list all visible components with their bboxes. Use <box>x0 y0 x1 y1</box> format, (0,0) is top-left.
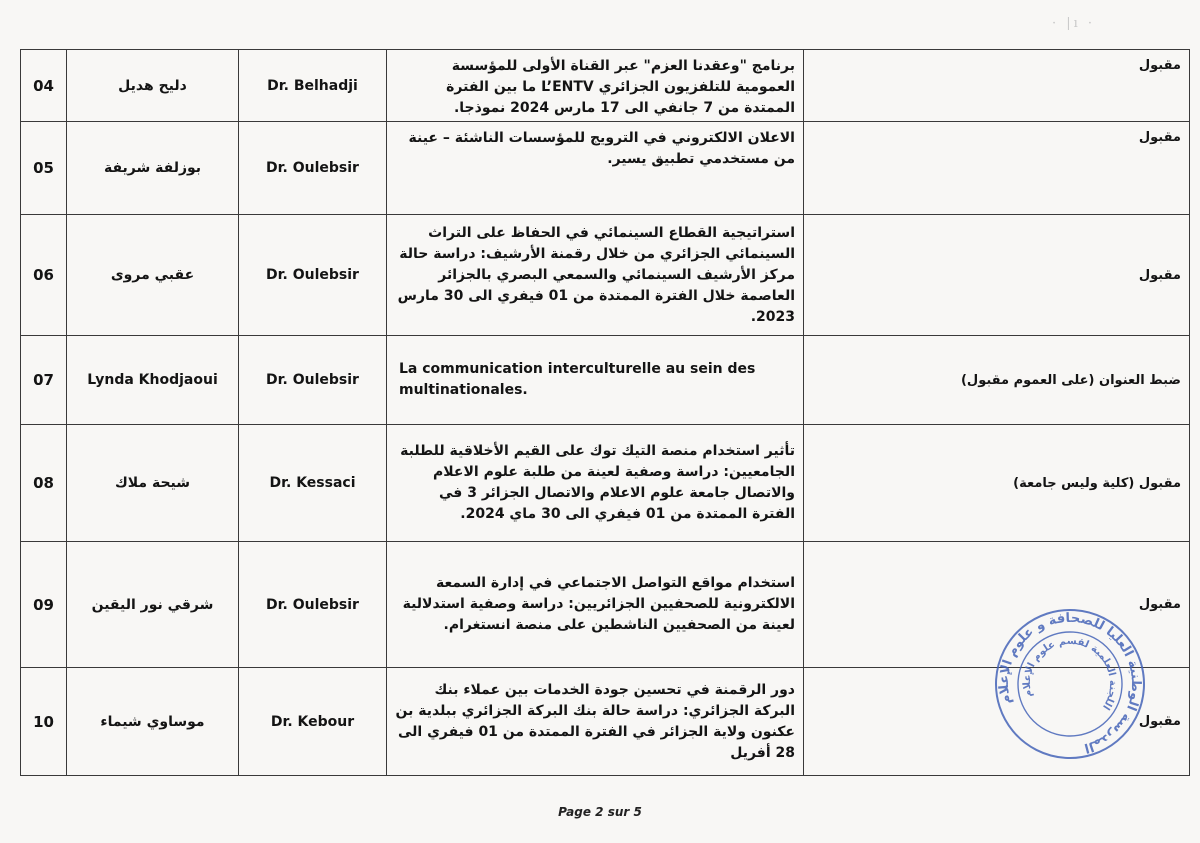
stamp-inner-text: اللجنة العلمية لقسم علوم الإعلام <box>1021 635 1119 712</box>
table-row <box>21 50 1190 122</box>
decision-status: مقبول <box>804 215 1190 336</box>
row-number: 08 <box>21 425 67 542</box>
thesis-title: استراتيجية القطاع السينمائي في الحفاظ على التراث السينمائي الجزائري من خلال رقمنة الأرشيف: دراسة حالة مركز الأرشيف السينمائي والسمعي البصري بالجزائر العاصمة خلال الفترة الممتدة من 01 فيفري الى 30 مارس 2023. <box>387 215 804 336</box>
student-name: بوزلفة شريفة <box>67 122 239 215</box>
table-row <box>21 122 1190 215</box>
thesis-title: La communication interculturelle au sein des multinationales. <box>387 336 804 425</box>
table-row <box>21 215 1190 336</box>
row-number: 10 <box>21 668 67 776</box>
thesis-title: استخدام مواقع التواصل الاجتماعي في إدارة السمعة الالكترونية للصحفيين الجزائريين: دراسة وصفية استدلالية لعينة من الصحفيين الناشطين على منصة انستغرام. <box>387 542 804 668</box>
row-number: 09 <box>21 542 67 668</box>
thesis-title: برنامج "وعقدنا العزم" عبر القناة الأولى للمؤسسة العمومية للتلفزيون الجزائري L’ENTV ما بين الفترة الممتدة من 7 جانفي الى 17 مارس 2024 نموذجا. <box>387 50 804 122</box>
table-row <box>21 425 1190 542</box>
supervisor-name: Dr. Oulebsir <box>239 336 387 425</box>
row-number: 06 <box>21 215 67 336</box>
row-number: 05 <box>21 122 67 215</box>
student-name: Lynda Khodjaoui <box>67 336 239 425</box>
student-name: موساوي شيماء <box>67 668 239 776</box>
page-footer: Page 2 sur 5 <box>558 805 642 819</box>
row-number: 04 <box>21 50 67 122</box>
supervisor-name: Dr. Kessaci <box>239 425 387 542</box>
corner-page-mark: · |ı · <box>1052 16 1096 31</box>
student-name: دليح هديل <box>67 50 239 122</box>
decision-status: مقبول <box>804 50 1190 122</box>
student-name: شرقي نور اليقين <box>67 542 239 668</box>
thesis-title: الاعلان الالكتروني في الترويج للمؤسسات الناشئة – عينة من مستخدمي تطبيق يسير. <box>387 122 804 215</box>
table-row <box>21 336 1190 425</box>
student-name: شيحة ملاك <box>67 425 239 542</box>
supervisor-name: Dr. Oulebsir <box>239 215 387 336</box>
stamp-outer-text: المدرسة الوطنية العليا للصحافة و علوم الإعلام <box>996 610 1144 756</box>
supervisor-name: Dr. Oulebsir <box>239 122 387 215</box>
svg-text:المدرسة الوطنية العليا للصحافة <box>990 604 1150 764</box>
decision-status: مقبول (كلية وليس جامعة) <box>804 425 1190 542</box>
decision-status: مقبول <box>804 542 1190 668</box>
student-name: عقبي مروى <box>67 215 239 336</box>
row-number: 07 <box>21 336 67 425</box>
supervisor-name: Dr. Oulebsir <box>239 542 387 668</box>
decision-status: مقبول <box>804 668 1190 776</box>
supervisor-name: Dr. Kebour <box>239 668 387 776</box>
supervisor-name: Dr. Belhadji <box>239 50 387 122</box>
decision-status: ضبط العنوان (على العموم مقبول) <box>804 336 1190 425</box>
institution-stamp <box>990 604 1150 764</box>
thesis-title: تأثير استخدام منصة التيك توك على القيم الأخلاقية للطلبة الجامعيين: دراسة وصفية لعينة من طلبة علوم الاعلام والاتصال جامعة علوم الاعلام والاتصال الجزائر 3 في الفترة الممتدة من 01 فيفري الى 30 ماي 2024. <box>387 425 804 542</box>
decision-status: مقبول <box>804 122 1190 215</box>
thesis-title: دور الرقمنة في تحسين جودة الخدمات بين عملاء بنك البركة الجزائري: دراسة حالة بنك البركة الجزائري ببلدية بن عكنون ولاية الجزائر في الفترة الممتدة من 01 فيفري الى 28 أفريل <box>387 668 804 776</box>
